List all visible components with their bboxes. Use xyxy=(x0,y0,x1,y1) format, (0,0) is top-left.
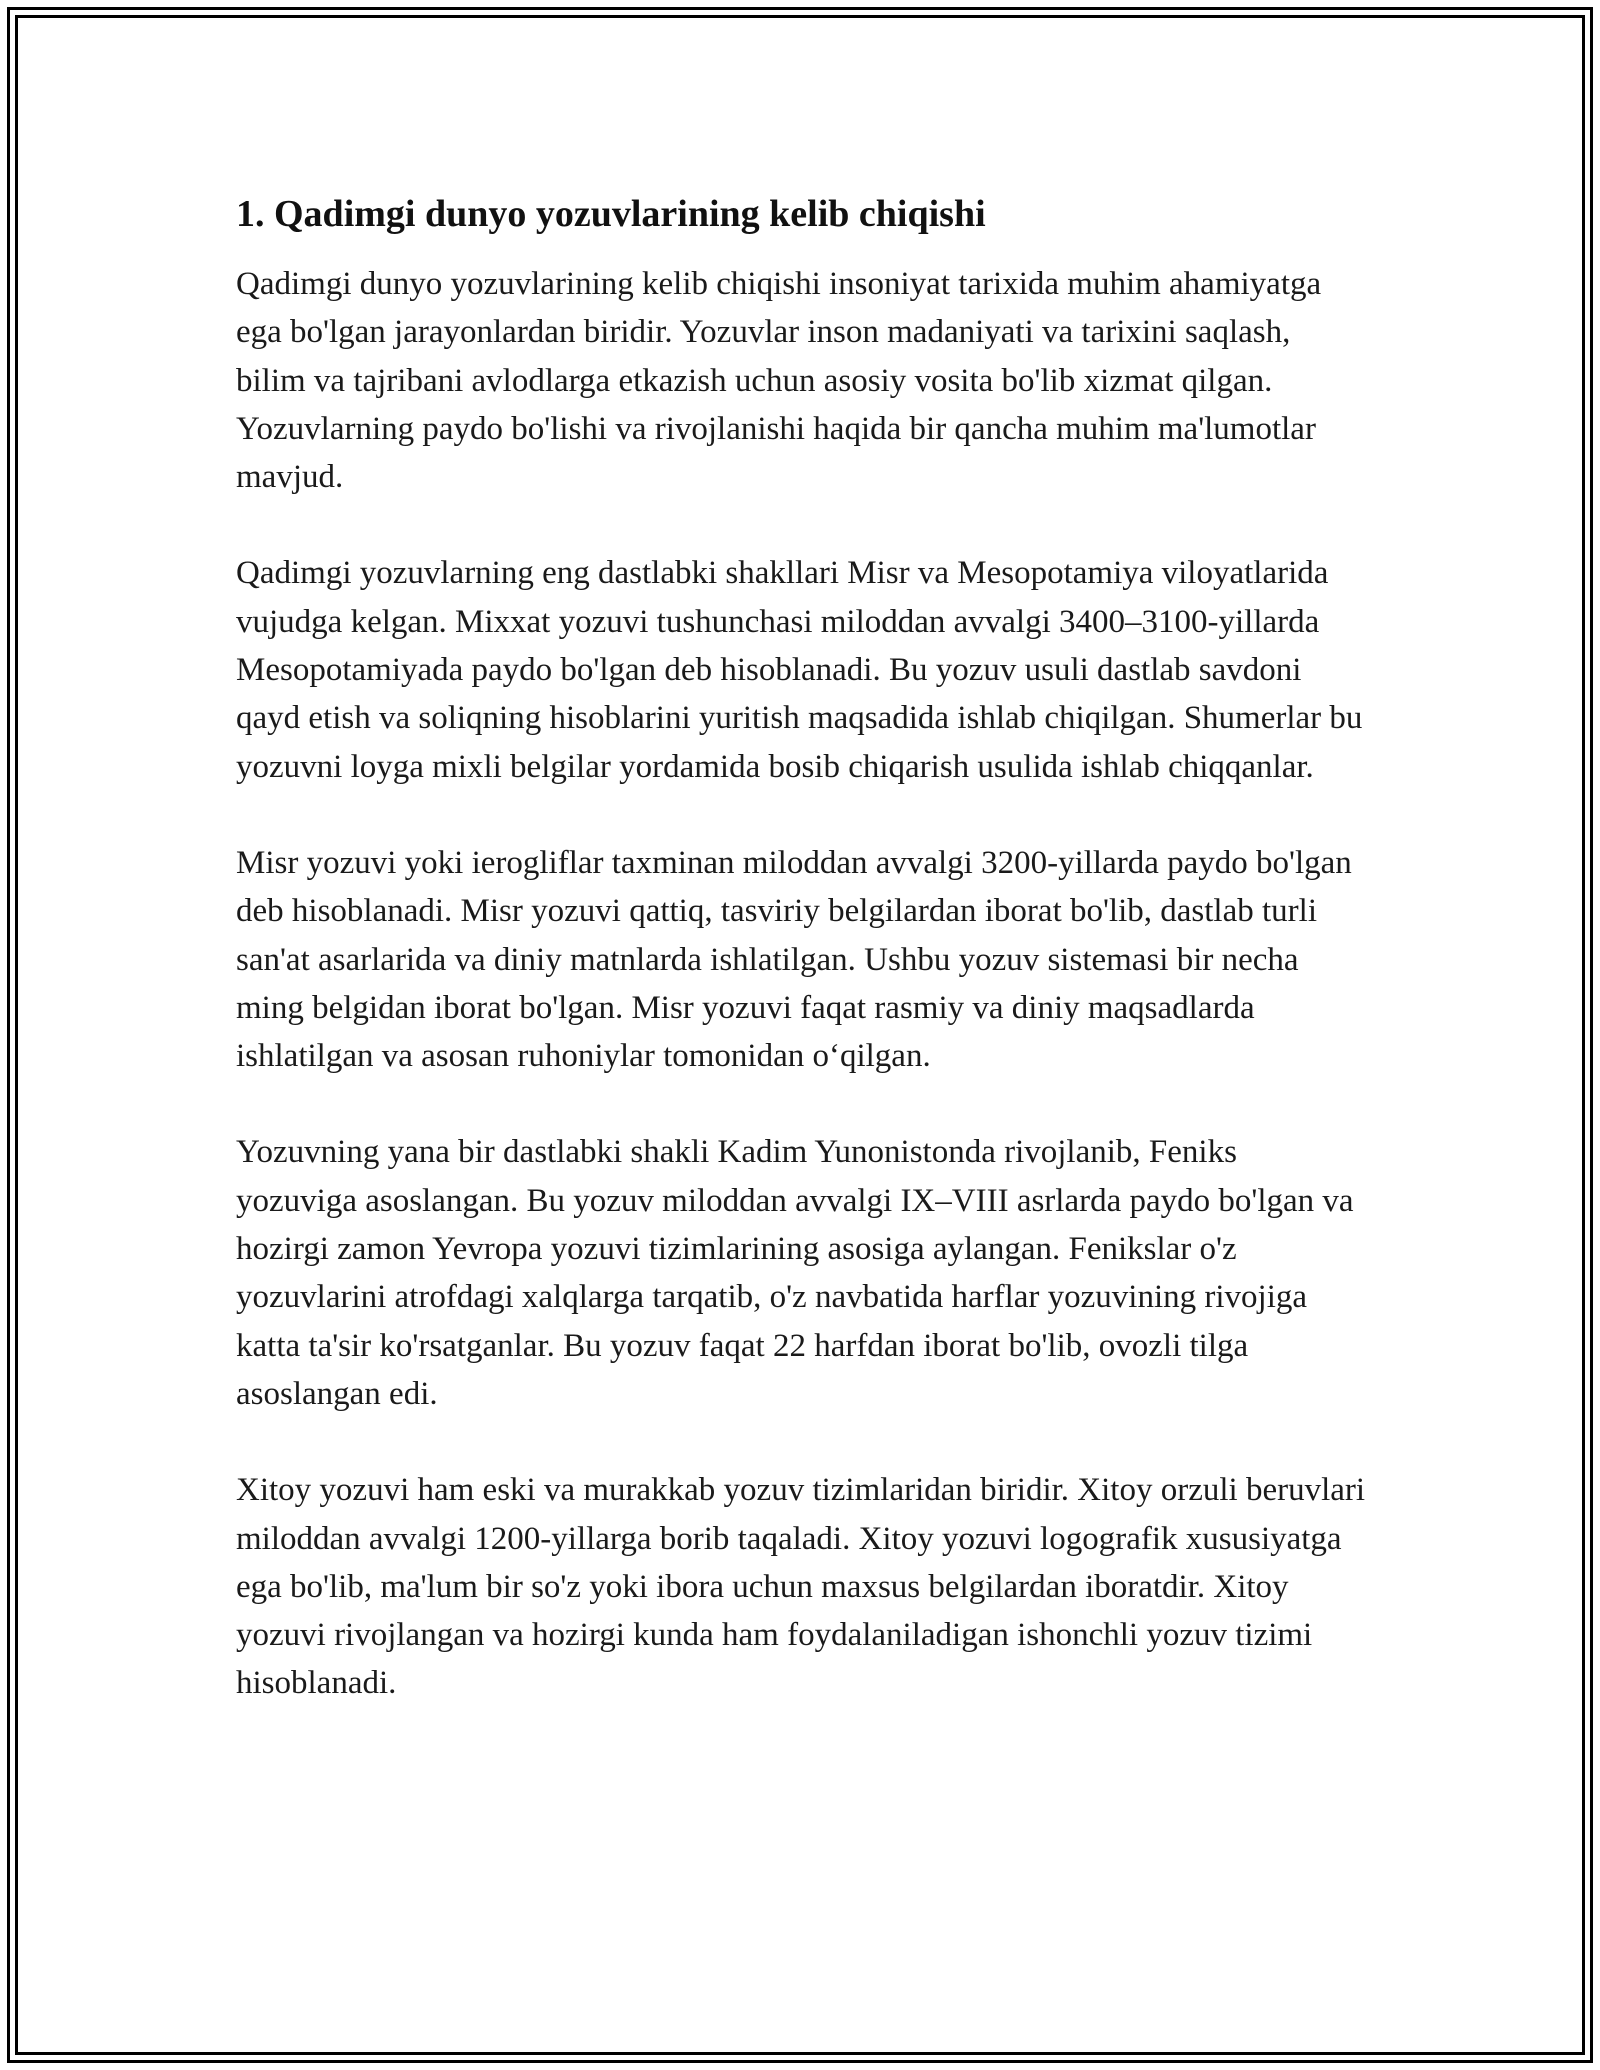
paragraph-phoenicia: Yozuvning yana bir dastlabki shakli Kadim Yunonistonda rivojlanib, Feniks yozuviga asoslangan. Bu yozuv miloddan avvalgi IX–VIII asrlarda paydo bo'lgan va hozirgi zamon Yevropa yozuvi tizimlarining asosiga aylangan. Fenikslar o'z yozuvlarini atrofdagi xalqlarga tarqatib, o'z navbatida harflar yozuvining rivojiga katta ta'sir ko'rsatganlar. Bu yozuv faqat 22 harfdan iborat bo'lib, ovozli tilga asoslangan edi. xyxy=(236,1134,1354,1412)
paragraph-egypt: Misr yozuvi yoki ierogliflar taxminan miloddan avvalgi 3200-yillarda paydo bo'lgan deb hisoblanadi. Misr yozuvi qattiq, tasviriy belgilardan iborat bo'lib, dastlab turli san'at asarlarida va diniy matnlarda ishlatilgan. Ushbu yozuv sistemasi bir necha ming belgidan iborat bo'lgan. Misr yozuvi faqat rasmiy va diniy maqsadlarda ishlatilgan va asosan ruhoniylar tomonidan o‘qilgan. xyxy=(236,844,1352,1075)
paragraph-china: Xitoy yozuvi ham eski va murakkab yozuv tizimlaridan biridir. Xitoy orzuli beruvlari miloddan avvalgi 1200-yillarga borib taqaladi. Xitoy yozuvi logografik xususiyatga ega bo'lib, ma'lum bir so'z yoki ibora uchun maxsus belgilardan iboratdir. Xitoy yozuvi rivojlangan va hozirgi kunda ham foydalaniladigan ishonchli yozuv tizimi hisoblanadi. xyxy=(236,1472,1366,1702)
paragraph-mesopotamia: Qadimgi yozuvlarning eng dastlabki shakllari Misr va Mesopotamiya viloyatlarida vujudga kelgan. Mixxat yozuvi tushunchasi miloddan avvalgi 3400–3100-yillarda Mesopotamiyada paydo bo'lgan deb hisoblanadi. Bu yozuv usuli dastlab savdoni qayd etish va soliqning hisoblarini yuritish maqsadida ishlab chiqilgan. Shumerlar bu yozuvni loyga mixli belgilar yordamida bosib chiqarish usulida ishlab chiqqanlar. xyxy=(236,555,1363,785)
paragraph-intro: Qadimgi dunyo yozuvlarining kelib chiqishi insoniyat tarixida muhim ahamiyatga ega bo'lgan jarayonlardan biridir. Yozuvlar inson madaniyati va tarixini saqlash, bilim va tajribani avlodlarga etkazish uchun asosiy vosita bo'lib xizmat qilgan. Yozuvlarning paydo bo'lishi va rivojlanishi haqida bir qancha muhim ma'lumotlar mavjud. xyxy=(236,266,1322,496)
section-heading: 1. Qadimgi dunyo yozuvlarining kelib chiqishi xyxy=(236,193,986,235)
document-body xyxy=(236,190,1366,1756)
